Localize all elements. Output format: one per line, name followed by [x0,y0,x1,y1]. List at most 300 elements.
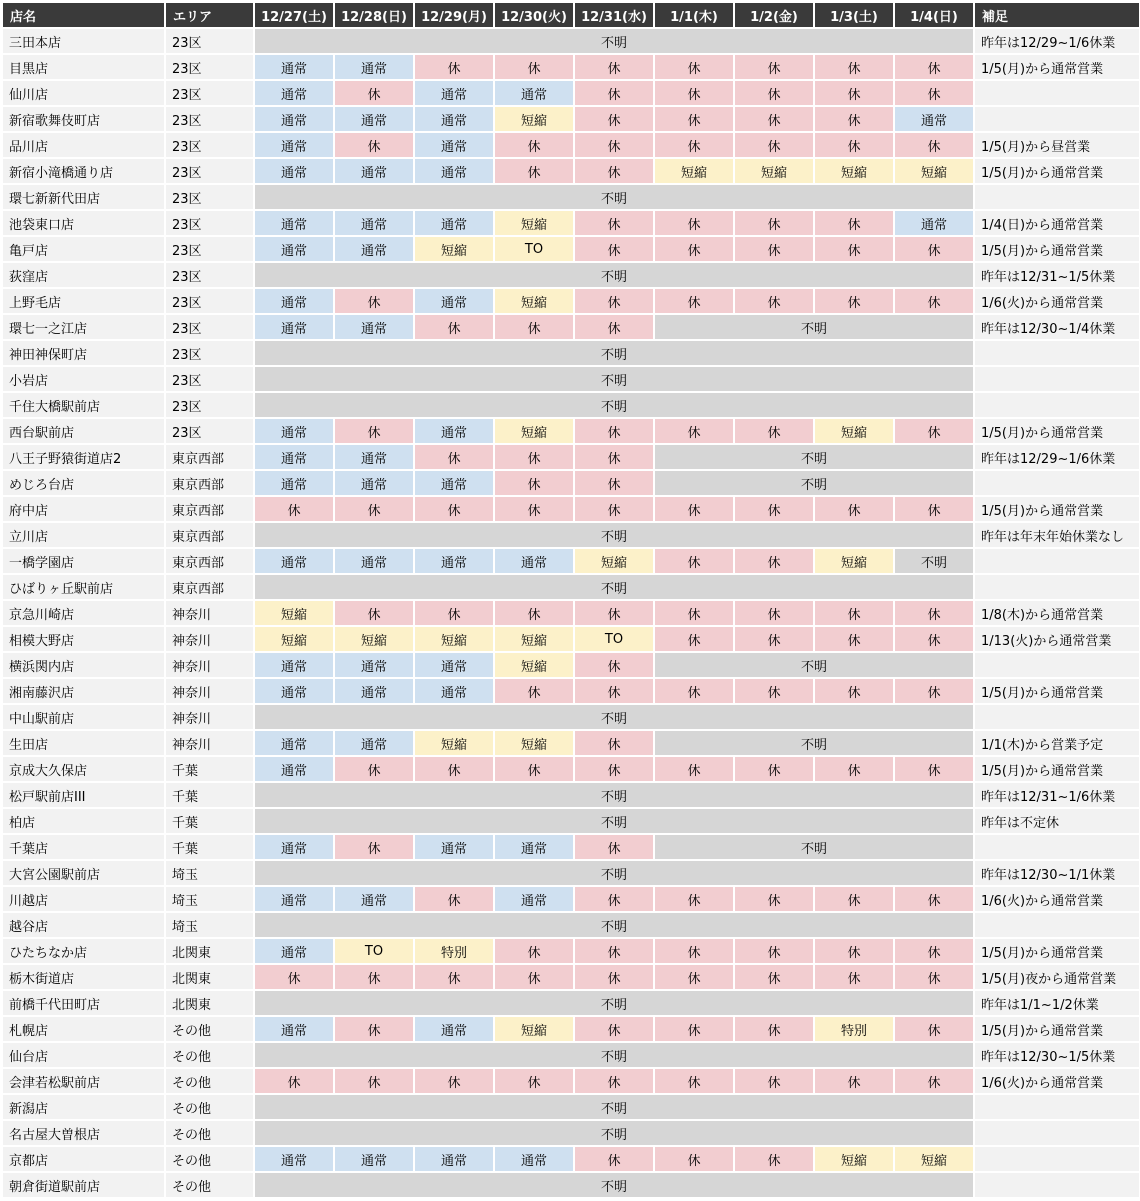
status-cell-normal: 通常 [414,106,494,132]
status-cell-short: TO [574,626,654,652]
status-cell-unknown: 不明 [254,808,974,834]
store-note: 昨年は12/30~1/5休業 [974,1042,1140,1068]
table-row [2,314,1140,340]
store-name: 神田神保町店 [2,340,165,366]
store-name: ひばりヶ丘駅前店 [2,574,165,600]
status-cell-closed: 休 [494,470,574,496]
header-day: 12/28(日) [334,2,414,28]
status-cell-short: 短縮 [414,730,494,756]
store-name: 環七新新代田店 [2,184,165,210]
status-cell-normal: 通常 [254,678,334,704]
store-area: 千葉 [165,808,254,834]
status-cell-closed: 休 [894,236,974,262]
status-cell-closed: 休 [894,600,974,626]
store-note [974,912,1140,938]
status-cell-closed: 休 [734,288,814,314]
table-row [2,1042,1140,1068]
store-name: 越谷店 [2,912,165,938]
store-area: 23区 [165,262,254,288]
status-cell-normal: 通常 [334,886,414,912]
status-cell-short: 短縮 [494,288,574,314]
store-name: 新潟店 [2,1094,165,1120]
table-row [2,158,1140,184]
store-name: 小岩店 [2,366,165,392]
table-row [2,756,1140,782]
status-cell-closed: 休 [654,964,734,990]
status-cell-unknown: 不明 [254,392,974,418]
status-cell-unknown: 不明 [894,548,974,574]
status-cell-closed: 休 [814,132,894,158]
status-cell-closed: 休 [654,626,734,652]
table-row [2,678,1140,704]
status-cell-closed: 休 [574,288,654,314]
store-note: 1/5(月)から通常営業 [974,236,1140,262]
status-cell-closed: 休 [654,678,734,704]
status-cell-closed: 休 [574,106,654,132]
status-cell-closed: 休 [574,132,654,158]
status-cell-closed: 休 [494,54,574,80]
store-note: 1/5(月)から通常営業 [974,1016,1140,1042]
status-cell-unknown: 不明 [254,782,974,808]
status-cell-closed: 休 [574,964,654,990]
status-cell-normal: 通常 [494,80,574,106]
status-cell-closed: 休 [734,236,814,262]
status-cell-closed: 休 [654,418,734,444]
store-note: 1/13(火)から通常営業 [974,626,1140,652]
store-name: 上野毛店 [2,288,165,314]
table-row [2,886,1140,912]
table-row [2,938,1140,964]
store-area: 千葉 [165,834,254,860]
table-row [2,1094,1140,1120]
store-note [974,574,1140,600]
status-cell-unknown: 不明 [654,834,974,860]
header-store-name: 店名 [2,2,165,28]
status-cell-closed: 休 [574,886,654,912]
store-note [974,392,1140,418]
table-row [2,470,1140,496]
table-row [2,80,1140,106]
table-row [2,730,1140,756]
status-cell-closed: 休 [654,132,734,158]
table-row [2,444,1140,470]
table-row [2,834,1140,860]
store-area: 埼玉 [165,912,254,938]
status-cell-closed: 休 [574,314,654,340]
store-name: ひたちなか店 [2,938,165,964]
status-cell-closed: 休 [894,886,974,912]
status-cell-closed: 休 [894,1016,974,1042]
status-cell-normal: 通常 [254,54,334,80]
status-cell-closed: 休 [494,496,574,522]
status-cell-closed: 休 [334,1068,414,1094]
table-row [2,366,1140,392]
status-cell-unknown: 不明 [654,314,974,340]
store-name: 八王子野猿街道店2 [2,444,165,470]
status-cell-normal: 通常 [254,1146,334,1172]
status-cell-closed: 休 [814,54,894,80]
status-cell-normal: 通常 [254,418,334,444]
status-cell-normal: 通常 [334,158,414,184]
status-cell-normal: 通常 [414,210,494,236]
status-cell-closed: 休 [814,288,894,314]
status-cell-closed: 休 [574,80,654,106]
status-cell-normal: 通常 [414,418,494,444]
status-cell-closed: 休 [814,80,894,106]
status-cell-unknown: 不明 [254,860,974,886]
store-area: 埼玉 [165,886,254,912]
store-area: 23区 [165,210,254,236]
status-cell-normal: 通常 [334,678,414,704]
table-row [2,496,1140,522]
store-name: 品川店 [2,132,165,158]
store-note [974,366,1140,392]
status-cell-closed: 休 [894,132,974,158]
status-cell-closed: 休 [574,236,654,262]
status-cell-unknown: 不明 [254,366,974,392]
status-cell-normal: 通常 [494,886,574,912]
status-cell-short: 短縮 [894,158,974,184]
status-cell-short: 短縮 [494,210,574,236]
store-note [974,80,1140,106]
status-cell-closed: 休 [494,756,574,782]
store-note [974,106,1140,132]
status-cell-closed: 休 [574,834,654,860]
store-area: その他 [165,1172,254,1198]
status-cell-closed: 休 [654,210,734,236]
status-cell-closed: 休 [734,210,814,236]
status-cell-short: 短縮 [814,418,894,444]
status-cell-normal: 通常 [254,444,334,470]
status-cell-normal: 通常 [254,288,334,314]
store-area: 23区 [165,314,254,340]
status-cell-closed: 休 [574,652,654,678]
table-row [2,808,1140,834]
status-cell-closed: 休 [574,600,654,626]
store-name: めじろ台店 [2,470,165,496]
status-cell-unknown: 不明 [654,730,974,756]
status-cell-short: 短縮 [494,626,574,652]
store-note: 昨年は12/30~1/4休業 [974,314,1140,340]
status-cell-unknown: 不明 [254,262,974,288]
status-cell-short: TO [334,938,414,964]
store-name: 新宿歌舞伎町店 [2,106,165,132]
store-area: その他 [165,1094,254,1120]
table-row [2,652,1140,678]
status-cell-normal: 通常 [334,106,414,132]
store-name: 立川店 [2,522,165,548]
status-cell-closed: 休 [734,106,814,132]
status-cell-closed: 休 [414,314,494,340]
status-cell-closed: 休 [814,236,894,262]
status-cell-closed: 休 [814,210,894,236]
table-row [2,1016,1140,1042]
status-cell-normal: 通常 [414,678,494,704]
status-cell-normal: 通常 [414,1146,494,1172]
store-name: 生田店 [2,730,165,756]
status-cell-short: 短縮 [814,548,894,574]
status-cell-closed: 休 [334,80,414,106]
store-note: 昨年は12/30~1/1休業 [974,860,1140,886]
status-cell-closed: 休 [734,886,814,912]
store-note: 1/6(火)から通常営業 [974,886,1140,912]
header-area: エリア [165,2,254,28]
status-cell-closed: 休 [654,288,734,314]
store-note: 昨年は年末年始休業なし [974,522,1140,548]
status-cell-closed: 休 [654,54,734,80]
store-area: 23区 [165,158,254,184]
status-cell-unknown: 不明 [254,912,974,938]
table-row [2,262,1140,288]
store-note [974,1120,1140,1146]
status-cell-unknown: 不明 [254,184,974,210]
status-cell-normal: 通常 [414,548,494,574]
status-cell-closed: 休 [734,496,814,522]
status-cell-short: 短縮 [574,548,654,574]
header-day: 1/1(木) [654,2,734,28]
status-cell-closed: 休 [414,886,494,912]
status-cell-closed: 休 [734,964,814,990]
status-cell-closed: 休 [894,964,974,990]
store-note: 1/4(日)から通常営業 [974,210,1140,236]
status-cell-closed: 休 [894,938,974,964]
store-area: 東京西部 [165,522,254,548]
store-name: 名古屋大曽根店 [2,1120,165,1146]
store-name: 相模大野店 [2,626,165,652]
status-cell-normal: 通常 [414,470,494,496]
status-cell-unknown: 不明 [254,1172,974,1198]
store-area: 北関東 [165,964,254,990]
status-cell-normal: 通常 [254,470,334,496]
store-area: 神奈川 [165,704,254,730]
status-cell-closed: 休 [574,158,654,184]
store-name: 池袋東口店 [2,210,165,236]
status-cell-closed: 休 [494,158,574,184]
status-cell-closed: 休 [334,418,414,444]
status-cell-closed: 休 [574,1016,654,1042]
store-note [974,548,1140,574]
store-name: 前橋千代田町店 [2,990,165,1016]
store-note: 昨年は12/29~1/6休業 [974,28,1140,54]
store-area: 千葉 [165,782,254,808]
status-cell-closed: 休 [654,600,734,626]
status-cell-closed: 休 [574,210,654,236]
status-cell-closed: 休 [814,106,894,132]
status-cell-short: 短縮 [494,652,574,678]
store-note: 1/5(月)から通常営業 [974,756,1140,782]
store-note: 1/5(月)から通常営業 [974,496,1140,522]
store-area: 北関東 [165,990,254,1016]
status-cell-unknown: 不明 [254,1042,974,1068]
status-cell-normal: 通常 [414,158,494,184]
status-cell-closed: 休 [414,1068,494,1094]
status-cell-closed: 休 [494,444,574,470]
table-row [2,782,1140,808]
store-area: 23区 [165,418,254,444]
store-name: 亀戸店 [2,236,165,262]
status-cell-unknown: 不明 [254,574,974,600]
status-cell-closed: 休 [654,106,734,132]
store-note: 1/5(月)夜から通常営業 [974,964,1140,990]
status-cell-normal: 通常 [254,132,334,158]
status-cell-normal: 通常 [334,54,414,80]
status-cell-closed: 休 [734,600,814,626]
status-cell-closed: 休 [814,886,894,912]
status-cell-closed: 休 [334,756,414,782]
store-name: 札幌店 [2,1016,165,1042]
store-area: 東京西部 [165,496,254,522]
status-cell-closed: 休 [654,756,734,782]
status-cell-closed: 休 [654,1016,734,1042]
status-cell-normal: 通常 [414,80,494,106]
status-cell-unknown: 不明 [254,990,974,1016]
status-cell-short: 短縮 [494,1016,574,1042]
store-area: 神奈川 [165,730,254,756]
status-cell-closed: 休 [734,418,814,444]
store-area: 神奈川 [165,678,254,704]
store-note [974,704,1140,730]
status-cell-closed: 休 [334,132,414,158]
status-cell-normal: 通常 [334,652,414,678]
status-cell-closed: 休 [734,938,814,964]
store-name: 荻窪店 [2,262,165,288]
store-area: 23区 [165,106,254,132]
store-name: 湘南藤沢店 [2,678,165,704]
status-cell-normal: 通常 [254,938,334,964]
status-cell-normal: 通常 [334,730,414,756]
store-area: 東京西部 [165,444,254,470]
store-area: 23区 [165,392,254,418]
table-row [2,392,1140,418]
store-area: 23区 [165,132,254,158]
status-cell-normal: 通常 [254,652,334,678]
status-cell-normal: 通常 [334,444,414,470]
store-note: 1/8(木)から通常営業 [974,600,1140,626]
table-body [2,28,1140,1198]
store-name: 栃木街道店 [2,964,165,990]
table-row [2,522,1140,548]
status-cell-closed: 休 [654,886,734,912]
status-cell-normal: 通常 [254,548,334,574]
status-cell-normal: 通常 [254,210,334,236]
table-row [2,236,1140,262]
status-cell-closed: 休 [734,626,814,652]
store-name: 会津若松駅前店 [2,1068,165,1094]
status-cell-unknown: 不明 [654,652,974,678]
status-cell-closed: 休 [894,80,974,106]
header-row [2,2,1140,28]
status-cell-closed: 休 [654,938,734,964]
status-cell-normal: 通常 [494,548,574,574]
status-cell-short: 短縮 [894,1146,974,1172]
store-name: 京成大久保店 [2,756,165,782]
status-cell-closed: 休 [414,600,494,626]
store-area: その他 [165,1016,254,1042]
header-day: 1/4(日) [894,2,974,28]
status-cell-normal: 通常 [414,288,494,314]
status-cell-closed: 休 [494,964,574,990]
store-area: 神奈川 [165,626,254,652]
status-cell-normal: 通常 [334,210,414,236]
status-cell-closed: 休 [254,1068,334,1094]
status-cell-closed: 休 [654,1146,734,1172]
status-cell-closed: 休 [814,756,894,782]
store-note: 1/5(月)から通常営業 [974,418,1140,444]
store-area: その他 [165,1068,254,1094]
status-cell-closed: 休 [734,132,814,158]
store-note: 1/1(木)から営業予定 [974,730,1140,756]
table-row [2,1172,1140,1198]
store-name: 千葉店 [2,834,165,860]
status-cell-normal: 通常 [414,652,494,678]
table-row [2,288,1140,314]
store-note: 1/5(月)から通常営業 [974,678,1140,704]
store-note [974,340,1140,366]
store-name: 目黒店 [2,54,165,80]
store-note [974,1146,1140,1172]
status-cell-closed: 休 [414,54,494,80]
status-cell-short: 短縮 [814,158,894,184]
status-cell-closed: 休 [654,496,734,522]
status-cell-closed: 休 [814,626,894,652]
header-day: 12/29(月) [414,2,494,28]
status-cell-short: TO [494,236,574,262]
status-cell-closed: 休 [894,1068,974,1094]
status-cell-normal: 通常 [334,470,414,496]
store-area: 埼玉 [165,860,254,886]
status-cell-normal: 通常 [334,314,414,340]
table-row [2,418,1140,444]
status-cell-unknown: 不明 [254,1094,974,1120]
status-cell-closed: 休 [574,756,654,782]
status-cell-normal: 通常 [254,834,334,860]
store-area: 23区 [165,28,254,54]
store-name: 大宮公園駅前店 [2,860,165,886]
store-name: 川越店 [2,886,165,912]
status-cell-short: 特別 [414,938,494,964]
table-row [2,548,1140,574]
status-cell-short: 短縮 [414,626,494,652]
store-note: 昨年は1/1~1/2休業 [974,990,1140,1016]
status-cell-closed: 休 [574,470,654,496]
status-cell-closed: 休 [734,678,814,704]
status-cell-short: 短縮 [654,158,734,184]
status-cell-closed: 休 [494,314,574,340]
status-cell-closed: 休 [734,1016,814,1042]
store-name: 朝倉街道駅前店 [2,1172,165,1198]
status-cell-unknown: 不明 [254,704,974,730]
status-cell-normal: 通常 [254,886,334,912]
status-cell-normal: 通常 [414,834,494,860]
store-area: 東京西部 [165,574,254,600]
status-cell-normal: 通常 [254,158,334,184]
status-cell-closed: 休 [334,964,414,990]
status-cell-closed: 休 [494,600,574,626]
status-cell-closed: 休 [734,548,814,574]
header-day: 12/30(火) [494,2,574,28]
store-area: 神奈川 [165,652,254,678]
status-cell-closed: 休 [734,54,814,80]
status-cell-normal: 通常 [894,106,974,132]
store-note: 昨年は12/29~1/6休業 [974,444,1140,470]
status-cell-closed: 休 [894,678,974,704]
store-name: 府中店 [2,496,165,522]
status-cell-closed: 休 [654,236,734,262]
store-name: 三田本店 [2,28,165,54]
store-note [974,652,1140,678]
status-cell-closed: 休 [494,938,574,964]
status-cell-closed: 休 [894,756,974,782]
